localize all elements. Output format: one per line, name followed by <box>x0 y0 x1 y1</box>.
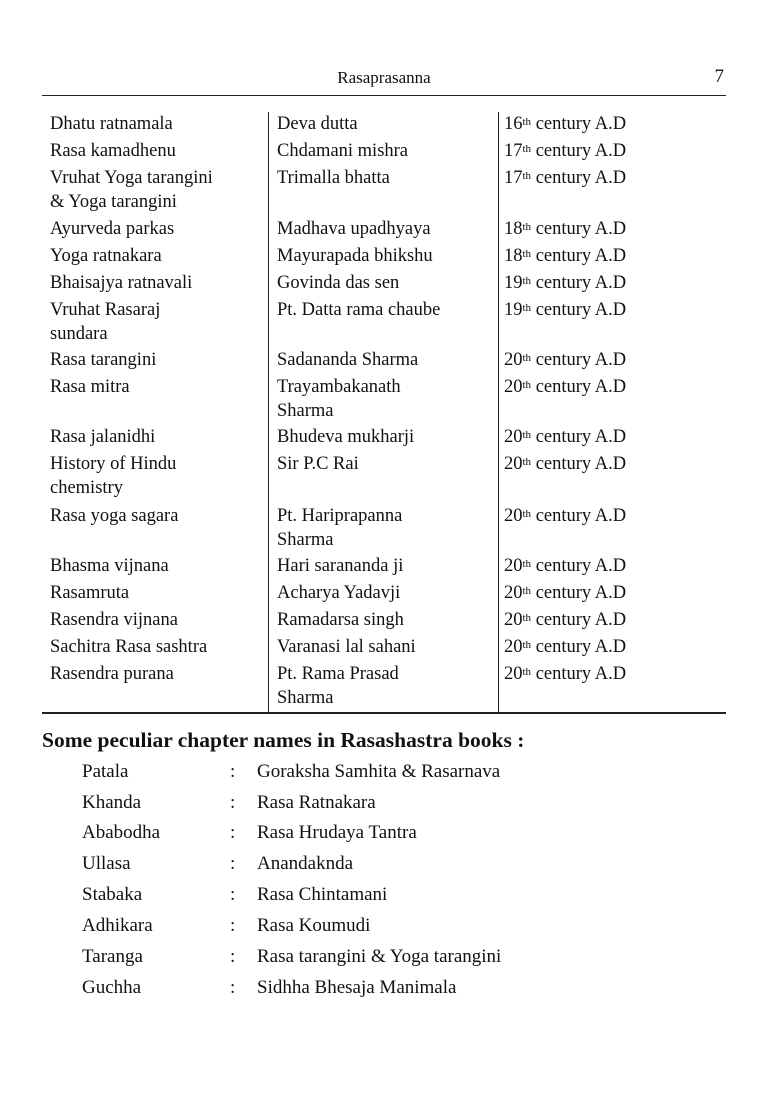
ordinal-suffix: th <box>522 275 532 287</box>
period-cell <box>504 348 724 372</box>
author-cell <box>277 581 499 605</box>
book-title-line: chemistry <box>50 478 123 498</box>
chapter-book: Rasa Hrudaya Tantra <box>257 822 417 843</box>
book-title-line: Rasa jalanidhi <box>50 427 156 447</box>
author-cell <box>277 554 499 578</box>
century-label: century A.D <box>531 454 627 474</box>
author-line: Varanasi lal sahani <box>277 637 416 657</box>
book-title-cell <box>50 112 268 136</box>
chapter-book: Rasa Chintamani <box>257 884 388 905</box>
book-title-line: Vruhat Rasaraj <box>50 300 161 320</box>
book-title-line: Rasa mitra <box>50 377 130 397</box>
century-number: 20 <box>504 610 523 630</box>
author-line: Pt. Datta rama chaube <box>277 300 441 320</box>
period-cell <box>504 608 724 632</box>
ordinal-suffix: th <box>522 248 532 260</box>
century-label: century A.D <box>531 273 627 293</box>
author-line: Hari sarananda ji <box>277 556 404 576</box>
author-cell <box>277 139 499 163</box>
century-label: century A.D <box>531 300 627 320</box>
century-label: century A.D <box>531 141 627 161</box>
chapter-colon: : <box>230 853 236 874</box>
author-cell <box>277 608 499 632</box>
period-cell <box>504 139 724 163</box>
book-title-cell <box>50 635 268 659</box>
period-cell <box>504 244 724 268</box>
author-line: Sir P.C Rai <box>277 454 359 474</box>
period-cell <box>504 166 724 190</box>
century-label: century A.D <box>531 664 627 684</box>
book-title-cell <box>50 425 268 449</box>
author-cell <box>277 217 499 241</box>
author-line: Pt. Hariprapanna <box>277 506 403 526</box>
author-cell <box>277 635 499 659</box>
author-line: Acharya Yadavji <box>277 583 401 603</box>
book-title-cell <box>50 375 268 399</box>
book-title-line: Rasamruta <box>50 583 130 603</box>
running-title: Rasaprasanna <box>337 68 431 87</box>
author-line: Sharma <box>277 688 334 708</box>
book-title-line: Rasa tarangini <box>50 350 157 370</box>
ordinal-suffix: th <box>522 585 532 597</box>
book-title-line: & Yoga tarangini <box>50 192 177 212</box>
book-title-cell <box>50 608 268 632</box>
author-line: Trimalla bhatta <box>277 168 390 188</box>
period-cell <box>504 662 724 686</box>
period-cell <box>504 581 724 605</box>
section-heading: Some peculiar chapter names in Rasashastra books : <box>42 728 525 752</box>
book-title-line: Rasa yoga sagara <box>50 506 179 526</box>
author-line: Pt. Rama Prasad <box>277 664 399 684</box>
ordinal-suffix: th <box>522 302 532 314</box>
ordinal-suffix: th <box>522 666 532 678</box>
book-title-cell <box>50 244 268 268</box>
book-title-cell <box>50 217 268 241</box>
period-cell <box>504 375 724 399</box>
chapter-name: Patala <box>82 761 129 782</box>
book-title-line: History of Hindu <box>50 454 177 474</box>
book-title-cell <box>50 554 268 578</box>
author-cell <box>277 348 499 372</box>
century-number: 18 <box>504 219 523 239</box>
author-line: Trayambakanath <box>277 377 401 397</box>
author-cell <box>277 166 499 190</box>
book-title-line: Vruhat Yoga tarangini <box>50 168 213 188</box>
chapter-name: Taranga <box>82 946 143 967</box>
book-title-cell <box>50 348 268 372</box>
author-cell <box>277 662 499 710</box>
period-cell <box>504 504 724 528</box>
century-label: century A.D <box>531 168 627 188</box>
chapter-name: Ullasa <box>82 853 131 874</box>
ordinal-suffix: th <box>522 429 532 441</box>
chapter-colon: : <box>230 946 236 967</box>
author-line: Chdamani mishra <box>277 141 409 161</box>
book-title-line: Rasa kamadhenu <box>50 141 176 161</box>
century-label: century A.D <box>531 377 627 397</box>
table-bottom-rule <box>42 712 726 714</box>
century-label: century A.D <box>531 219 627 239</box>
period-cell <box>504 452 724 476</box>
period-cell <box>504 112 724 136</box>
author-line: Sadananda Sharma <box>277 350 419 370</box>
century-label: century A.D <box>531 637 627 657</box>
century-number: 17 <box>504 168 523 188</box>
period-cell <box>504 635 724 659</box>
author-cell <box>277 271 499 295</box>
book-title-cell <box>50 581 268 605</box>
century-label: century A.D <box>531 114 627 134</box>
ordinal-suffix: th <box>522 558 532 570</box>
ordinal-suffix: th <box>522 352 532 364</box>
book-title-cell <box>50 452 268 500</box>
author-line: Madhava upadhyaya <box>277 219 431 239</box>
ordinal-suffix: th <box>522 170 532 182</box>
books-table <box>42 112 726 712</box>
book-title-line: Dhatu ratnamala <box>50 114 173 134</box>
chapter-colon: : <box>230 884 236 905</box>
book-title-cell <box>50 166 268 214</box>
chapter-name: Ababodha <box>82 822 161 843</box>
century-number: 18 <box>504 246 523 266</box>
author-line: Sharma <box>277 530 334 550</box>
century-number: 20 <box>504 637 523 657</box>
author-line: Govinda das sen <box>277 273 400 293</box>
chapter-name: Khanda <box>82 792 142 813</box>
book-title-line: sundara <box>50 324 108 344</box>
century-number: 20 <box>504 556 523 576</box>
century-label: century A.D <box>531 506 627 526</box>
century-number: 19 <box>504 273 523 293</box>
century-number: 20 <box>504 664 523 684</box>
century-number: 20 <box>504 350 523 370</box>
ordinal-suffix: th <box>522 456 532 468</box>
chapter-book: Anandaknda <box>257 853 354 874</box>
author-line: Sharma <box>277 401 334 421</box>
book-title-line: Sachitra Rasa sashtra <box>50 637 208 657</box>
century-number: 20 <box>504 377 523 397</box>
century-label: century A.D <box>531 610 627 630</box>
chapter-colon: : <box>230 977 236 998</box>
ordinal-suffix: th <box>522 639 532 651</box>
chapter-book: Rasa Koumudi <box>257 915 371 936</box>
chapter-book: Rasa Ratnakara <box>257 792 376 813</box>
chapter-book: Rasa tarangini & Yoga tarangini <box>257 946 502 967</box>
author-line: Mayurapada bhikshu <box>277 246 433 266</box>
book-title-cell <box>50 139 268 163</box>
ordinal-suffix: th <box>522 379 532 391</box>
century-number: 19 <box>504 300 523 320</box>
period-cell <box>504 271 724 295</box>
chapter-colon: : <box>230 915 236 936</box>
chapter-book: Sidhha Bhesaja Manimala <box>257 977 457 998</box>
century-number: 17 <box>504 141 523 161</box>
chapter-colon: : <box>230 761 236 782</box>
book-title-cell <box>50 271 268 295</box>
book-title-line: Rasendra purana <box>50 664 174 684</box>
author-cell <box>277 244 499 268</box>
book-title-cell <box>50 662 268 686</box>
century-label: century A.D <box>531 556 627 576</box>
chapter-book: Goraksha Samhita & Rasarnava <box>257 761 501 782</box>
book-title-cell <box>50 298 268 346</box>
header-rule <box>42 95 726 96</box>
author-cell <box>277 375 499 423</box>
century-number: 20 <box>504 427 523 447</box>
period-cell <box>504 554 724 578</box>
book-title-line: Rasendra vijnana <box>50 610 178 630</box>
chapter-name: Stabaka <box>82 884 143 905</box>
century-number: 16 <box>504 114 523 134</box>
chapter-colon: : <box>230 822 236 843</box>
ordinal-suffix: th <box>522 221 532 233</box>
ordinal-suffix: th <box>522 508 532 520</box>
author-cell <box>277 452 499 476</box>
column-divider <box>268 112 269 712</box>
chapter-colon: : <box>230 792 236 813</box>
running-head <box>42 66 726 96</box>
century-number: 20 <box>504 454 523 474</box>
author-cell <box>277 112 499 136</box>
chapter-name: Guchha <box>82 977 142 998</box>
book-title-line: Ayurveda parkas <box>50 219 175 239</box>
period-cell <box>504 298 724 322</box>
period-cell <box>504 425 724 449</box>
author-line: Deva dutta <box>277 114 358 134</box>
author-cell <box>277 425 499 449</box>
book-title-line: Yoga ratnakara <box>50 246 162 266</box>
author-cell <box>277 504 499 552</box>
century-number: 20 <box>504 506 523 526</box>
century-label: century A.D <box>531 246 627 266</box>
century-label: century A.D <box>531 583 627 603</box>
book-title-line: Bhasma vijnana <box>50 556 169 576</box>
period-cell <box>504 217 724 241</box>
ordinal-suffix: th <box>522 116 532 128</box>
century-label: century A.D <box>531 427 627 447</box>
century-number: 20 <box>504 583 523 603</box>
book-title-line: Bhaisajya ratnavali <box>50 273 193 293</box>
page-number: 7 <box>714 66 724 87</box>
ordinal-suffix: th <box>522 143 532 155</box>
book-title-cell <box>50 504 268 528</box>
chapter-name: Adhikara <box>82 915 153 936</box>
century-label: century A.D <box>531 350 627 370</box>
author-line: Bhudeva mukharji <box>277 427 415 447</box>
author-cell <box>277 298 499 322</box>
author-line: Ramadarsa singh <box>277 610 404 630</box>
ordinal-suffix: th <box>522 612 532 624</box>
